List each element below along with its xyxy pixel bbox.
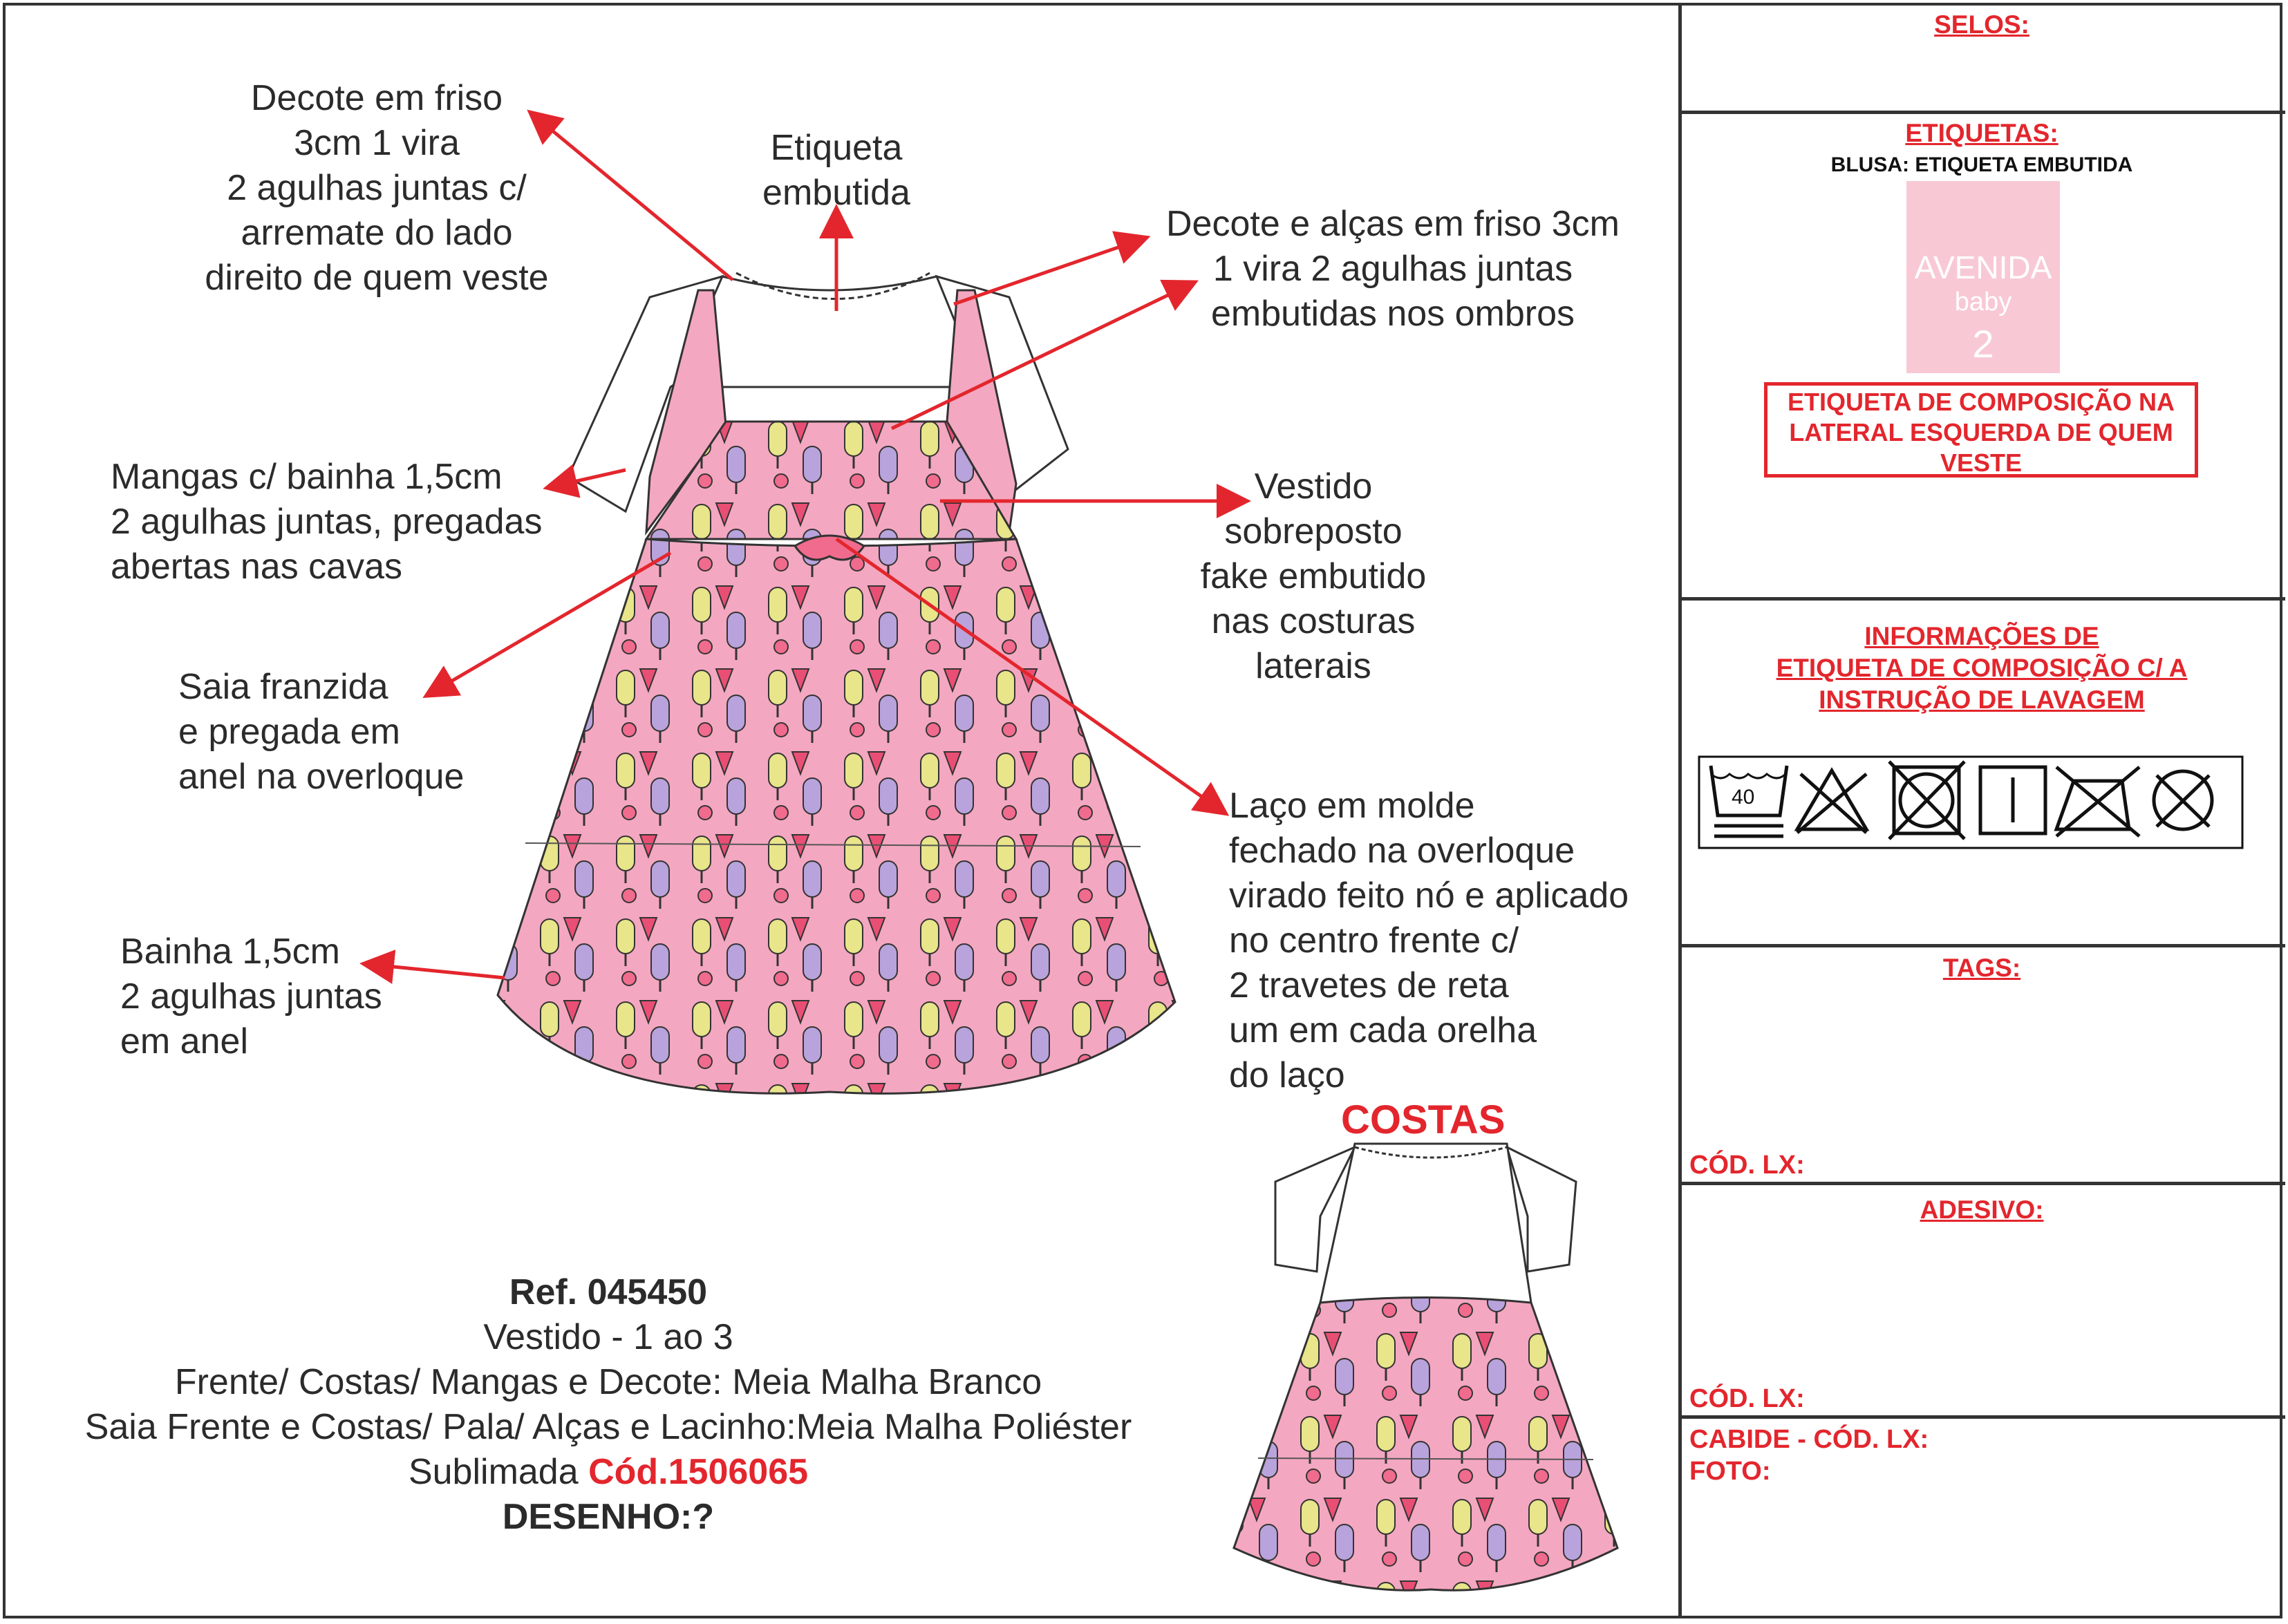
front-dress-drawing [498,273,1175,1093]
reference-print-code [21,1450,1196,1495]
tags-cod-lx: CÓD. LX: [1689,1151,1805,1180]
back-view-title: COSTAS [1341,1097,1506,1142]
info-title-3: INSTRUÇÃO DE LAVAGEM [1819,686,2145,714]
annotation-bow: Laço em molde fechado na overloque virado feito nó e aplicado no centro frente c/ 2 travetes de reta um em cada orelha do laço [1229,786,1629,1095]
adesivo-cod-lx: CÓD. LX: [1689,1384,1805,1413]
brand-label-image [1906,181,2060,373]
adesivo-title: ADESIVO: [1920,1196,2044,1224]
label-sub: baby [1954,287,2012,317]
reference-code: Ref. 045450 [509,1272,708,1312]
etiquetas-subtitle: BLUSA: ETIQUETA EMBUTIDA [1830,153,2133,176]
reference-fabric-1: Frente/ Costas/ Mangas e Decote: Meia Malha Branco [174,1362,1042,1402]
label-size: 2 [1972,322,1994,366]
cabide-cod-lx: CABIDE - CÓD. LX: [1689,1425,1929,1454]
annotation-skirt: Saia franzida e pregada em anel na overloque [178,667,465,797]
annotation-neckline-straps: Decote e alças em friso 3cm 1 vira 2 agulhas juntas embutidas nos ombros [1165,204,1620,334]
info-title-2: ETIQUETA DE COMPOSIÇÃO C/ A [1776,654,2188,682]
etiquetas-title: ETIQUETAS: [1905,119,2059,147]
annotation-overlay-dress: Vestido sobreposto fake embutido nas costuras laterais [1200,466,1427,686]
annotation-neckline-left: Decote em friso 3cm 1 vira 2 agulhas juntas c/ arremate do lado direito de quem veste [205,78,549,298]
reference-description: Vestido - 1 ao 3 [483,1317,733,1357]
tags-title: TAGS: [1942,954,2021,982]
annotation-hem: Bainha 1,5cm 2 agulhas juntas em anel [120,932,382,1061]
foto-label: FOTO: [1689,1457,1771,1486]
wash-temperature: 40 [1732,786,1755,809]
composition-note: ETIQUETA DE COMPOSIÇÃO NA LATERAL ESQUERDA DE QUEM VESTE [1764,382,2198,478]
annotation-sleeves: Mangas c/ bainha 1,5cm 2 agulhas juntas, pregadas abertas nas cavas [111,457,543,587]
selos-title: SELOS: [1934,10,2029,39]
label-brand: AVENIDA [1914,249,2052,285]
care-instructions [1699,757,2242,848]
back-dress-drawing [1234,1144,1617,1590]
print-label: Sublimada [408,1452,589,1492]
info-title-1: INFORMAÇÕES DE [1864,622,2099,650]
print-code: Cód.1506065 [588,1452,809,1492]
reference-fabric-2: Saia Frente e Costas/ Pala/ Alças e Lacinho:Meia Malha Poliéster [84,1407,1132,1447]
drawing-label: DESENHO:? [502,1497,715,1537]
annotation-label: Etiqueta embutida [762,128,910,213]
